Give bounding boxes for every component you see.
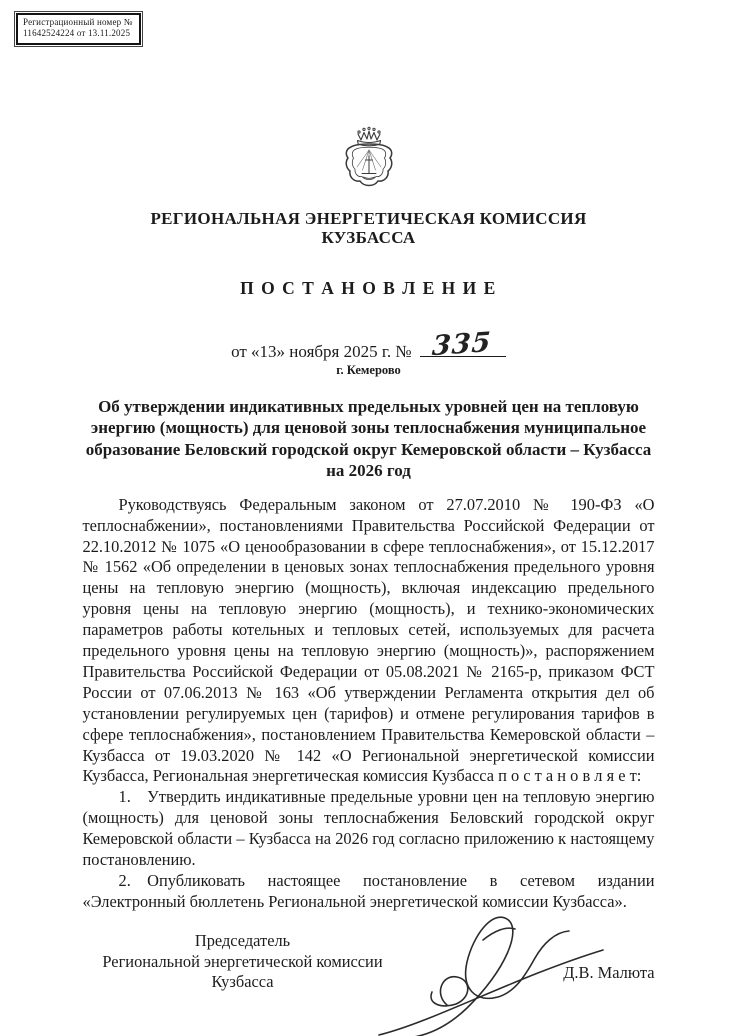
item-1-paragraph: 1. Утвердить индикативные предельные уровни цен на тепловую энергию (мощность) для ценовой зоны теплоснабжения Беловский городской округ Кемеровской области – Кузбасса на 2026 год согласно приложению к настоящему постановлению. [82, 787, 655, 870]
coat-of-arms-icon [341, 126, 397, 192]
signer-position [83, 931, 403, 993]
doc-number-underline [420, 326, 506, 363]
date-number-line [0, 326, 737, 363]
stamp-line-1: Регистрационный номер № [23, 17, 133, 27]
doc-type-heading: П О С Т А Н О В Л Е Н И Е [240, 278, 497, 299]
city-line: г. Кемерово [336, 363, 401, 378]
document-title: Об утверждении индикативных предельных уровней цен на тепловую энергию (мощность) для ценовой зоны теплоснабжения муниципальное образование Беловский городской округ Кемеровской области – Кузбасса на 2026 год [85, 397, 652, 481]
handwritten-doc-number: 335 [430, 326, 493, 363]
signer-position-line-1: Председатель [194, 930, 291, 950]
preamble-paragraph: Руководствуясь Федеральным законом от 27.07.2010 № 190-ФЗ «О теплоснабжении», постановлениями Правительства Российской Федерации от 22.10.2012 № 1075 «О ценообразовании в сфере теплоснабжения», от 15.12.2017 № 1562 «Об определении в ценовых зонах теплоснабжения предельного уровня цены на тепловую энергию (мощность), включая индексацию предельного уровня цены на тепловую энергию (мощность), и технико-экономических параметров работы котельных и тепловых сетей, используемых для расчета предельного уровня цены на тепловую энергию (мощность)», распоряжением Правительства Российской Федерации от 05.08.2021 № 2165-р, приказом ФСТ России от 07.06.2013 № 163 «Об утверждении Регламента открытия дел об установлении регулируемых цен (тарифов) и отмене регулирования тарифов в сфере теплоснабжения», постановлением Правительства Кемеровской области – Кузбасса от 19.03.2020 № 142 «О Региональной энергетической комиссии Кузбасса, Региональная энергетическая комиссия Кузбасса п о с т а н о в л я е т: [82, 494, 655, 786]
item-2-paragraph: 2. Опубликовать настоящее постановление в сетевом издании «Электронный бюллетень Региональной энергетической комиссии Кузбасса». [82, 871, 655, 911]
org-name-line-2: КУЗБАССА [321, 228, 416, 248]
org-name [0, 209, 737, 247]
signer-name: Д.В. Малюта [563, 962, 655, 982]
registration-stamp [16, 13, 141, 45]
stamp-line-2: 11642524224 от 13.11.2025 [23, 28, 131, 39]
signer-position-line-3: Кузбасса [211, 972, 274, 992]
signer-position-line-2: Региональной энергетической комиссии [102, 951, 383, 971]
date-prefix: от «13» ноября 2025 г. № [231, 342, 412, 362]
signature-block [83, 923, 655, 1036]
document-body [83, 495, 655, 913]
org-name-line-1: РЕГИОНАЛЬНАЯ ЭНЕРГЕТИЧЕСКАЯ КОМИССИЯ [150, 209, 587, 228]
